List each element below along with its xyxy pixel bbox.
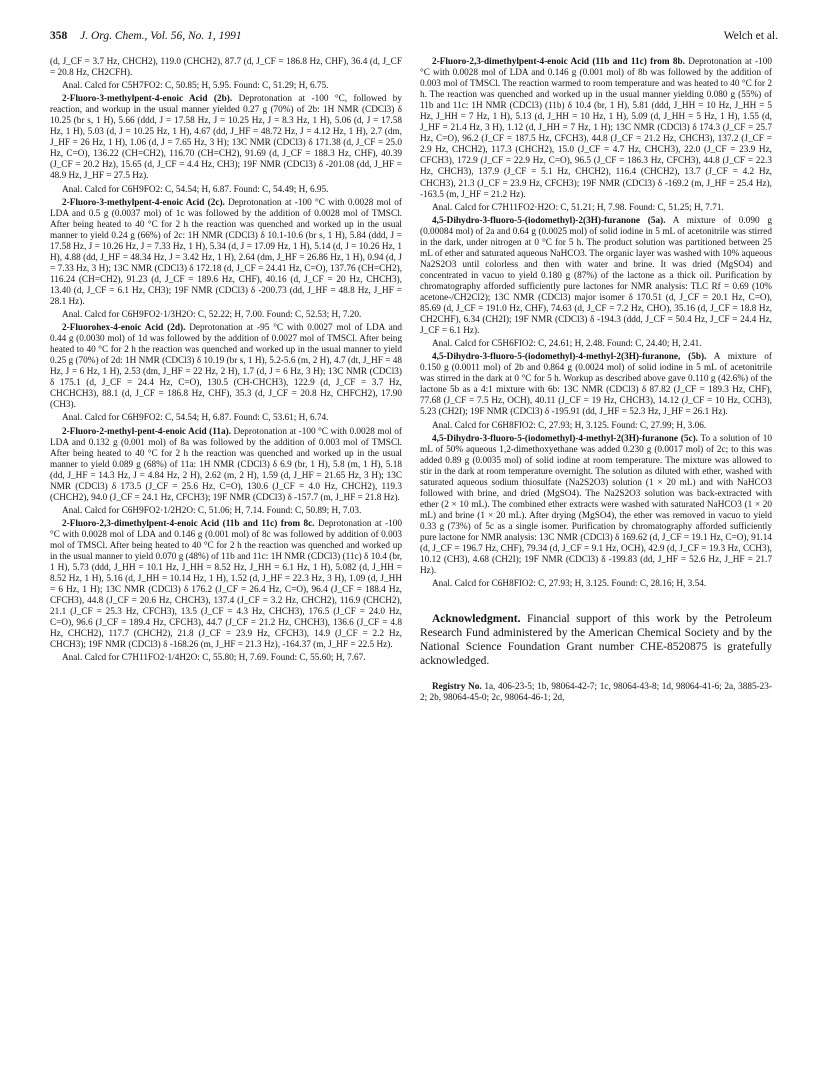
compound-heading: 4,5-Dihydro-3-fluoro-5-(iodomethyl)-4-methyl-2(3H)-furanone, (5b). <box>432 352 707 363</box>
paragraph <box>50 310 402 321</box>
acknowledgment-paragraph <box>420 612 772 668</box>
paragraph-text: Anal. Calcd for C7H11FO2·1/4H2O: C, 55.80; H, 7.69. Found: C, 55.60; H, 7.67. <box>62 653 366 664</box>
acknowledgment-heading: Acknowledgment. <box>432 613 521 626</box>
paragraph-text: Deprotonation at -95 °C with 0.0027 mol of LDA and 0.44 g (0.0030 mol) of 1d was followed by the addition of 0.0027 mol of TMSCl. After being heated to 40 °C for 2 h the reaction was quenched and worked up in the usual manner to yield 0.25 g (70%) of 2d: 1H NMR (CDCl3) δ 10.19 (br s, 1 H), 5.2-5.6 (m, 2 H), 4.7 (dt, J_HF = 48 Hz, J = 6 Hz, 1 H), 2.53 (dm, J_HF = 22 Hz, 2 H), 1.7 (d, J = 6 Hz, 3 H); 13C NMR (CDCl3) δ 175.1 (d, J_CF = 24.4 Hz, C=O), 130.5 (CH-CHCH3), 122.9 (d, J_CF = 3.7 Hz, CHCHCH3), 88.1 (d, J_CF = 186.8 Hz, CHF), 35.3 (d, J_CF = 20.8 Hz, CHFCH2), 17.90 (CH3). <box>50 323 403 411</box>
page-number: 358 <box>50 30 68 42</box>
compound-heading: 2-Fluoro-2,3-dimethylpent-4-enoic Acid (11b and 11c) from 8c. <box>62 518 315 529</box>
paragraph-text: Anal. Calcd for C6H9FO2: C, 54.54; H, 6.87. Found: C, 53.61; H, 6.74. <box>62 413 329 424</box>
paragraph <box>50 413 402 424</box>
acknowledgment-text: Financial support of this work by the Petroleum Research Fund administered by the American Chemical Society and by the National Science Foundation Grant number CHE-8520875 is gratefully acknowledged. <box>420 613 772 668</box>
right-column <box>420 57 772 704</box>
paragraph <box>420 579 772 590</box>
paragraph <box>50 427 402 504</box>
paragraph-text: (d, J_CF = 3.7 Hz, CHCH2), 119.0 (CHCH2), 87.7 (d, J_CF = 186.8 Hz, CHF), 36.4 (d, J_CF = 20.8 Hz, CH2CFH). <box>50 57 402 79</box>
paragraph <box>420 216 772 338</box>
paragraph <box>420 434 772 578</box>
right-column-paragraphs <box>420 57 772 590</box>
compound-heading: 4,5-Dihydro-3-fluoro-5-(iodomethyl)-4-methyl-2(3H)-furanone (5c). <box>432 433 698 444</box>
registry-text: 1a, 406-23-5; 1b, 98064-42-7; 1c, 98064-43-8; 1d, 98064-41-6; 2a, 3885-23-2; 2b, 98064-45-0; 2c, 98064-46-1; 2d, <box>420 682 773 704</box>
paragraph-text: A mixture of 0.150 g (0.0011 mol) of 2b and 0.864 g (0.0024 mol) of solid iodine in 5 mL of acetonitrile was stirred in the dark at 0 °C for 5 h. Workup as described above gave 0.110 g (42.6%) of the lactone 5b as a 4:1 mixture with 6b: 13C NMR (CDCl3) δ 87.82 (J_CF = 189.3 Hz, CHF), 77.68 (J_CF = 7.5 Hz, OCH), 40.11 (J_CF = 19 Hz, CHCH3), 14.12 (J_CF = 10 Hz, CCH3), 5.23 (CH2I); 19F NMR (CDCl3) δ -195.91 (dd, J_HF = 52.3 Hz, J_HF = 26.1 Hz). <box>420 352 773 418</box>
paragraph <box>50 185 402 196</box>
paragraph <box>420 203 772 214</box>
registry-paragraph <box>420 682 772 704</box>
paragraph-text: Deprotonation at -100 °C, followed by reaction, and workup in the usual manner yielded 0.27 g (70%) of 2b: 1H NMR (CDCl3) δ 10.25 (br s, 1 H), 5.66 (ddd, J = 17.58 Hz, J = 10.25 Hz, J = 8.3 Hz, 1 H), 5.06 (d, J = 17.58 Hz, 1 H), 5.03 (d, J = 10.25 Hz, 1 H), 4.67 (dd, J_HF = 48.72 Hz, J = 4.12 Hz, 1 H), 2.7 (dm, J_HF = 26 Hz, 1 H), 1.06 (d, J = 7.65 Hz, 3 H); 13C NMR (CDCl3) δ 171.38 (d, J_CF = 25.0 Hz, C=O), 136.22 (CH=CH2), 116.70 (CH=CH2), 91.69 (d, J_CF = 188.3 Hz, CHF), 40.39 (J_CF = 20.2 Hz), 15.65 (d, J_CF = 4.4 Hz, CH3); 19F NMR (CDCl3) δ -201.08 (dd, J_HF = 48.9 Hz, J_HF = 27.5 Hz). <box>50 94 403 182</box>
paragraph-text: Anal. Calcd for C6H8FIO2: C, 27.93; H, 3.125. Found: C, 27.99; H, 3.06. <box>432 420 707 431</box>
paragraph <box>50 94 402 182</box>
compound-heading: 2-Fluorohex-4-enoic Acid (2d). <box>62 323 186 334</box>
paragraph <box>50 57 402 79</box>
paragraph-text: To a solution of 10 mL of 50% aqueous 1,2-dimethoxyethane was added 0.230 g (0.0017 mol) of 2c; to this was added 0.89 g (0.0035 mol) of solid iodine at room temperature. The mixture was allowed to stir in the dark at room temperature overnight. The solution as diluted with ether, washed with saturated aqueous sodium thiosulfate (Na2S2O3) solution (1 × 20 mL) and with NaHCO3 followed with brine, and dried (MgSO4). The Na2S2O3 solution was back-extracted with ether (2 × 10 mL). The combined ether extracts were washed with saturated NaHCO3 (1 × 20 mL) and brine (1 × 20 mL). After drying (MgSO4), the ether was removed in vacuo to yield 0.33 g (73%) of 5c as a single isomer. Purification by chromatography afforded sufficiently pure lactone for NMR analysis: 13C NMR (CDCl3) δ 169.62 (d, J_CF = 19.1 Hz, C=O), 91.14 (d, J_CF = 196.7 Hz, CHF), 79.34 (d, J_CF = 9.1 Hz, OCH), 42.9 (d, J_CF = 19.3 Hz, CCH3), 10.12 (CH3), 4.68 (CH2I); 19F NMR (CDCl3) δ -199.83 (dd, J_HF = 52.6 Hz, J_HF = 21.7 Hz). <box>420 433 772 577</box>
paragraph <box>50 81 402 92</box>
compound-heading: 2-Fluoro-3-methylpent-4-enoic Acid (2b). <box>62 94 233 105</box>
paragraph-text: Deprotonation at -100 °C with 0.0028 mol of LDA and 0.146 g (0.001 mol) of 8c was followed by addition of 0.003 mol of TMSCl. After being heated to 40 °C for 2 h the reaction was quenched and worked up in the usual manner to yield 0.070 g (48%) of 11b and 11c: 1H NMR (CDCl3) (11c) δ 10.4 (br, 1 H), 5.73 (ddd, J_HH = 10.1 Hz, J_HH = 8.52 Hz, J_HH = 6.1 Hz, 1 H), 5.082 (d, J_HH = 8.52 Hz, 1 H), 5.16 (d, J_HH = 10.14 Hz, 1 H), 1.52 (d, J_HF = 22.3 Hz, 3 H), 1.09 (d, J_HH = 6 Hz, 1 H); 13C NMR (CDCl3) δ 176.2 (J_CF = 26.4 Hz, C=O), 96.4 (J_CF = 188.4 Hz, CFCH3), 44.8 (J_CF = 20.6 Hz, CHCH3), 137.4 (J_CF = 3.2 Hz, CHCH2), 116.9 (CHCH2), 21.1 (J_CF = 25.3 Hz, CFCH3), 13.5 (J_CF = 4.3 Hz, CHCH3), 176.5 (J_CF = 24.0 Hz, C=O), 96.6 (J_CF = 189.4 Hz, CFCH3), 44.7 (J_CF = 21.2 Hz, CHCH3), 136.6 (J_CF = 4.8 Hz, CHCH2), 117.7 (CHCH2), 21.8 (J_CF = 23.9 Hz, CFCH3), 14.9 (J_CF = 2.2 Hz, CHCH3); 19F NMR (CDCl3) δ -168.26 (m, J_HF = 21.3 Hz), -164.37 (m, J_HF = 22.5 Hz). <box>50 518 402 651</box>
left-column <box>50 57 402 666</box>
paragraph <box>420 57 772 201</box>
journal-citation: J. Org. Chem., Vol. 56, No. 1, 1991 <box>80 30 242 42</box>
paragraph-text: Anal. Calcd for C7H11FO2·H2O: C, 51.21; H, 7.98. Found: C, 51.25; H, 7.71. <box>432 202 724 213</box>
header-left <box>50 30 242 42</box>
compound-heading: 2-Fluoro-2-methyl-pent-4-enoic Acid (11a). <box>62 426 232 437</box>
compound-heading: 4,5-Dihydro-3-fluoro-5-(iodomethyl)-2(3H)-furanone (5a). <box>432 215 666 226</box>
paragraph <box>50 506 402 517</box>
paragraph <box>420 339 772 350</box>
compound-heading: 2-Fluoro-2,3-dimethylpent-4-enoic Acid (11b and 11c) from 8b. <box>432 57 685 67</box>
paragraph-text: Deprotonation at -100 °C with 0.0028 mol of LDA and 0.132 g (0.001 mol) of 8a was followed by the addition of 0.003 mol of TMSCl. After being heated to 40 °C for 2 h the reaction was quenched and worked up in the usual manner to yield 0.089 g (68%) of 11a: 1H NMR (CDCl3) δ 6.9 (br, 1 H), 5.8 (m, 1 H), 5.18 (dd, J_HF = 14.3 Hz, J = 4.84 Hz, 2 H), 2.62 (m, 2 H), 1.59 (d, J_HF = 21.65 Hz, 3 H); 13C NMR (CDCl3) δ 173.5 (J_CF = 25.6 Hz, C=O), 130.6 (J_CF = 4.0 Hz, CHCH2), 119.3 (CHCH2), 94.0 (J_CF = 24.1 Hz, CFCH3); 19F NMR (CDCl3) δ -157.7 (m, J_HF = 21.8 Hz). <box>50 426 402 503</box>
paragraph-text: Deprotonation at -100 °C with 0.0028 mol of LDA and 0.146 g (0.001 mol) of 8b was followed by the addition of 0.003 mol of TMSCl. The reaction warmed to room temperature and was heated to 40 °C for 2 h. The reaction was quenched and worked up in the usual manner yielding 0.080 g (55%) of 11b and 11c: 1H NMR (CDCl3) (11b) δ 10.4 (br, 1 H), 5.81 (ddd, J_HH = 10 Hz, J_HH = 5 Hz, J_HH = 7 Hz, 1 H), 5.13 (d, J_HH = 10 Hz, 1 H), 5.09 (d, J_HH = 5 Hz, 1 H), 1.55 (d, J_HF = 21.4 Hz, 3 H), 1.12 (d, J_HH = 7 Hz, 1 H); 13C NMR (CDCl3) δ 174.3 (J_CF = 25.7 Hz, C=O), 96.2 (J_CF = 187.5 Hz, CFCH3), 44.8 (J_CF = 21.2 Hz, CHCH3), 137.2 (J_CF = 2.9 Hz, CHCH2), 117.3 (CHCH2), 15.0 (J_CF = 4.7 Hz, CHCH3), 22.0 (J_CF = 23.9 Hz, CFCH3), 172.9 (J_CF = 22.9 Hz, C=O), 96.5 (J_CF = 186.3 Hz, CFCH3), 44.8 (J_CF = 22.3 Hz, CHCH3), 137.9 (J_CF = 5.1 Hz, CHCH2), 116.4 (CHCH2), 13.7 (J_CF = 4.2 Hz, CHCH3), 21.3 (J_CF = 23.9 Hz, CFCH3); 19F NMR (CDCl3) δ -169.2 (m, J_HF = 25.4 Hz), -163.5 (m, J_HF = 21.2 Hz). <box>420 57 773 200</box>
paragraph <box>420 421 772 432</box>
paragraph <box>50 198 402 308</box>
compound-heading: 2-Fluoro-3-methylpent-4-enoic Acid (2c). <box>62 197 225 208</box>
paragraph-text: Anal. Calcd for C6H9FO2: C, 54.54; H, 6.87. Found: C, 54.49; H, 6.95. <box>62 184 329 195</box>
paragraph-text: Anal. Calcd for C5H6FIO2: C, 24.61; H, 2.48. Found: C, 24.40; H, 2.41. <box>432 339 702 350</box>
registry-heading: Registry No. <box>432 682 482 693</box>
paragraph <box>50 653 402 664</box>
paragraph-text: Anal. Calcd for C6H8FIO2: C, 27.93; H, 3.125. Found: C, 28.16; H, 3.54. <box>432 579 707 590</box>
running-header <box>50 30 778 48</box>
paragraph-text: Deprotonation at -100 °C with 0.0028 mol of LDA and 0.5 g (0.0037 mol) of 1c was followed by the addition of 0.0028 mol of TMSCl. After being heated to 40 °C for 2 h the reaction was quenched and worked up in the usual manner to yield 0.24 g (66%) of 2c: 1H NMR (CDCl3) δ 10.1-10.6 (br s, 1 H), 5.84 (ddd, J = 17.58 Hz, J = 10.26 Hz, J = 7.33 Hz, 1 H), 5.34 (d, J = 17.09 Hz, 1 H), 5.14 (d, J = 10.26 Hz, 1 H), 4.88 (dd, J_HF = 48.34 Hz, J = 3.42 Hz, 1 H), 2.64 (dm, J_HF = 26.86 Hz, 1 H), 0.94 (d, J = 7.33 Hz, 3 H); 13C NMR (CDCl3) δ 172.18 (d, J_CF = 24.41 Hz, C=O), 137.76 (CH=CH2), 116.24 (CH=CH2), 91.23 (d, J_CF = 189.6 Hz, CHF), 40.16 (d, J_CF = 20 Hz, CHCH3), 13.40 (d, J_CF = 6.1 Hz, CH3); 19F NMR (CDCl3) δ -200.73 (dd, J_HF = 48.8 Hz, J_HF = 28.1 Hz). <box>50 197 402 307</box>
paragraph-text: A mixture of 0.090 g (0.00084 mol) of 2a and 0.64 g (0.0025 mol) of solid iodine in 5 mL of acetonitrile was stirred in the dark, under nitrogen at 0 °C for 5 h. The product solution was partitioned between 25 mL of ether and saturated aqueous NaHCO3. The organic layer was washed with 10% aqueous Na2S2O3 until colorless and then with water and brine. It was dried (MgSO4) and concentrated in vacuo to yield 0.180 g (87%) of the lactone as a thick oil. Purification by chromatography afforded sufficiently pure lactones for NMR analysis: TLC Rf = 0.69 (10% acetone-/CH2Cl2); 13C NMR (CDCl3) major isomer δ 170.51 (d, J_CF = 20.1 Hz, C=O), 85.69 (d, J_CF = 191.0 Hz, CHF), 74.63 (d, J_CF = 7.2 Hz, CHO), 35.16 (d, J_CF = 18.8 Hz, CH2CHF), 6.34 (CH2I); 19F NMR (CDCl3) δ -194.3 (ddd, J_CF = 50.4 Hz, J_CF = 24.4 Hz, J_CF = 6.1 Hz). <box>420 215 772 337</box>
paragraph <box>50 323 402 411</box>
paragraph-text: Anal. Calcd for C6H9FO2·1/2H2O: C, 51.06; H, 7.14. Found: C, 50.89; H, 7.03. <box>62 505 362 516</box>
paragraph-text: Anal. Calcd for C5H7FO2: C, 50.85; H, 5.95. Found: C, 51.29; H, 6.75. <box>62 81 329 92</box>
paragraph <box>420 352 772 418</box>
header-authors: Welch et al. <box>723 30 778 42</box>
paragraph <box>50 519 402 652</box>
paragraph-text: Anal. Calcd for C6H9FO2·1/3H2O: C, 52.22; H, 7.00. Found: C, 52.53; H, 7.20. <box>62 310 362 321</box>
